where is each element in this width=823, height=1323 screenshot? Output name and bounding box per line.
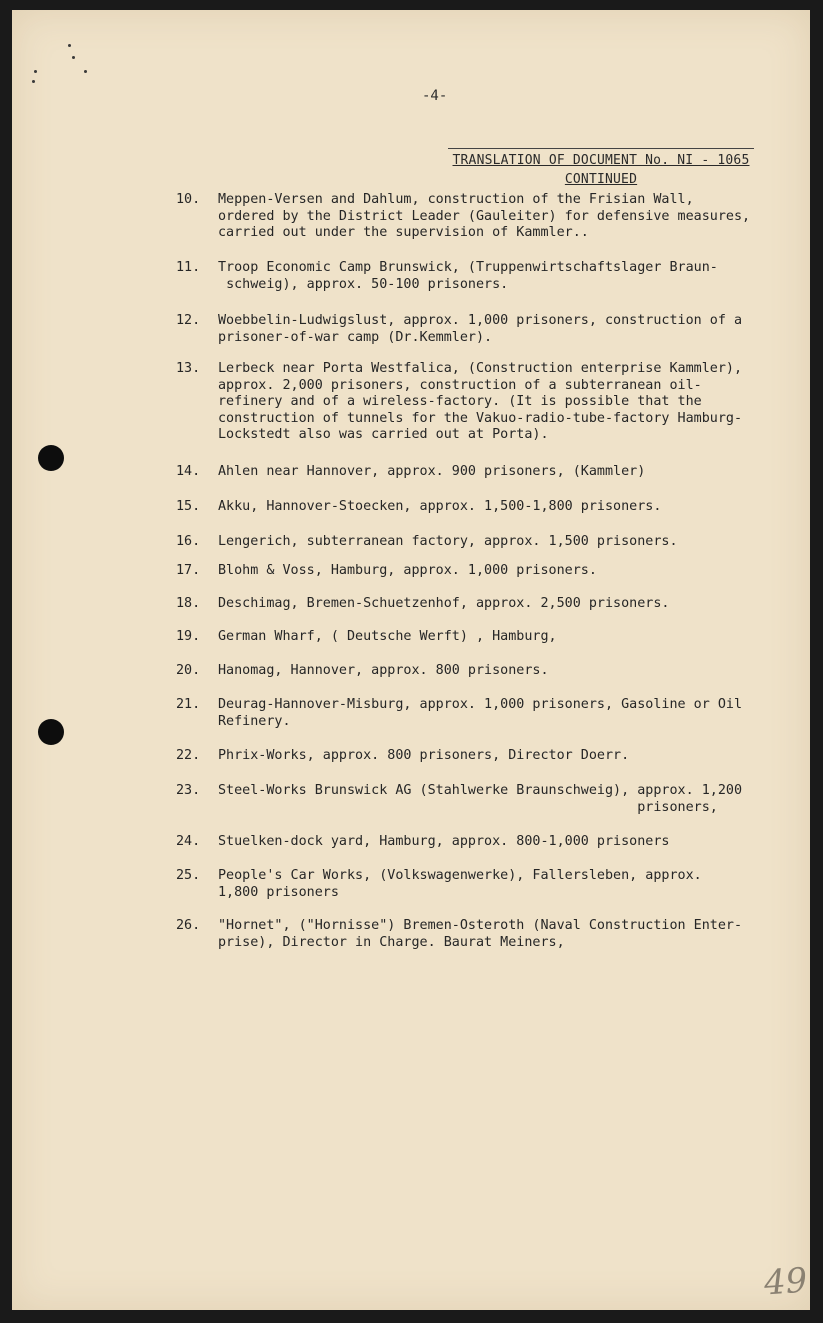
entry-text: Meppen-Versen and Dahlum, construction of the Frisian Wall, ordered by the District Leader (Gauleiter) for defensive measures, carried out under the supervision of Kammler.. [218,192,751,240]
entry-text: Lengerich, subterranean factory, approx. 1,500 prisoners. [218,534,678,549]
entry-number: 23. [176,783,201,798]
entry-number: 17. [176,563,201,578]
list-item [176,663,766,680]
document-header [448,148,754,189]
entry-text: People's Car Works, (Volkswagenwerke), Fallersleben, approx. 1,800 prisoners [218,868,702,900]
entry-number: 11. [176,260,201,275]
entry-number: 10. [176,192,201,207]
list-item [176,596,766,613]
list-item [176,313,766,346]
entry-text: Woebbelin-Ludwigslust, approx. 1,000 prisoners, construction of a prisoner-of-war camp (Dr.Kemmler). [218,313,743,345]
list-item [176,361,766,444]
list-item [176,192,766,242]
entry-number: 14. [176,464,201,479]
list-item [176,629,766,646]
list-item [176,918,766,951]
entry-text: Deschimag, Bremen-Schuetzenhof, approx. 2,500 prisoners. [218,596,670,611]
entry-text: Deurag-Hannover-Misburg, approx. 1,000 prisoners, Gasoline or Oil Refinery. [218,697,743,729]
entry-number: 16. [176,534,201,549]
entry-number: 13. [176,361,201,376]
list-item [176,748,766,765]
punch-hole [38,719,64,745]
entry-text: Blohm & Voss, Hamburg, approx. 1,000 prisoners. [218,563,597,578]
list-item [176,499,766,516]
entry-text: Phrix-Works, approx. 800 prisoners, Director Doerr. [218,748,630,763]
ink-speck [32,80,35,83]
ink-speck [72,56,75,59]
entry-number: 15. [176,499,201,514]
list-item [176,534,766,551]
entry-number: 22. [176,748,201,763]
list-item [176,563,766,580]
entry-text: Troop Economic Camp Brunswick, (Truppenwirtschaftslager Braun- schweig), approx. 50-100 prisoners. [218,260,718,292]
list-item [176,783,766,816]
list-item [176,834,766,851]
entry-number: 18. [176,596,201,611]
entry-text: Ahlen near Hannover, approx. 900 prisoners, (Kammler) [218,464,646,479]
header-title: TRANSLATION OF DOCUMENT No. NI - 1065 [452,153,750,168]
list-item [176,697,766,730]
entry-text: Steel-Works Brunswick AG (Stahlwerke Braunschweig), approx. 1,200 prisoners, [218,783,743,815]
entry-number: 21. [176,697,201,712]
entry-text: Stuelken-dock yard, Hamburg, approx. 800-1,000 prisoners [218,834,670,849]
entry-number: 26. [176,918,201,933]
ink-speck [84,70,87,73]
entry-number: 19. [176,629,201,644]
punch-hole [38,445,64,471]
entry-text: "Hornet", ("Hornisse") Bremen-Osteroth (Naval Construction Enter- prise), Director in Charge. Baurat Meiners, [218,918,743,950]
entry-number: 20. [176,663,201,678]
entry-number: 12. [176,313,201,328]
list-item [176,868,766,901]
list-item [176,260,766,293]
entry-text: Hanomag, Hannover, approx. 800 prisoners. [218,663,549,678]
entry-number: 24. [176,834,201,849]
archive-page-mark: 49 [762,1260,809,1304]
entry-text: Lerbeck near Porta Westfalica, (Construction enterprise Kammler), approx. 2,000 prisoners, construction of a subterranean oil- refinery and of a wireless-factory. (It is possible that the construction of tunnels for the Vakuo-radio-tube-factory Hamburg- Lockstedt also was carried out at Porta). [218,361,743,442]
ink-speck [34,70,37,73]
entry-number: 25. [176,868,201,883]
list-item [176,464,766,481]
header-continued: CONTINUED [564,172,638,187]
page-number: -4- [422,88,448,104]
entry-text: Akku, Hannover-Stoecken, approx. 1,500-1,800 prisoners. [218,499,662,514]
ink-speck [68,44,71,47]
entry-text: German Wharf, ( Deutsche Werft) , Hamburg, [218,629,557,644]
